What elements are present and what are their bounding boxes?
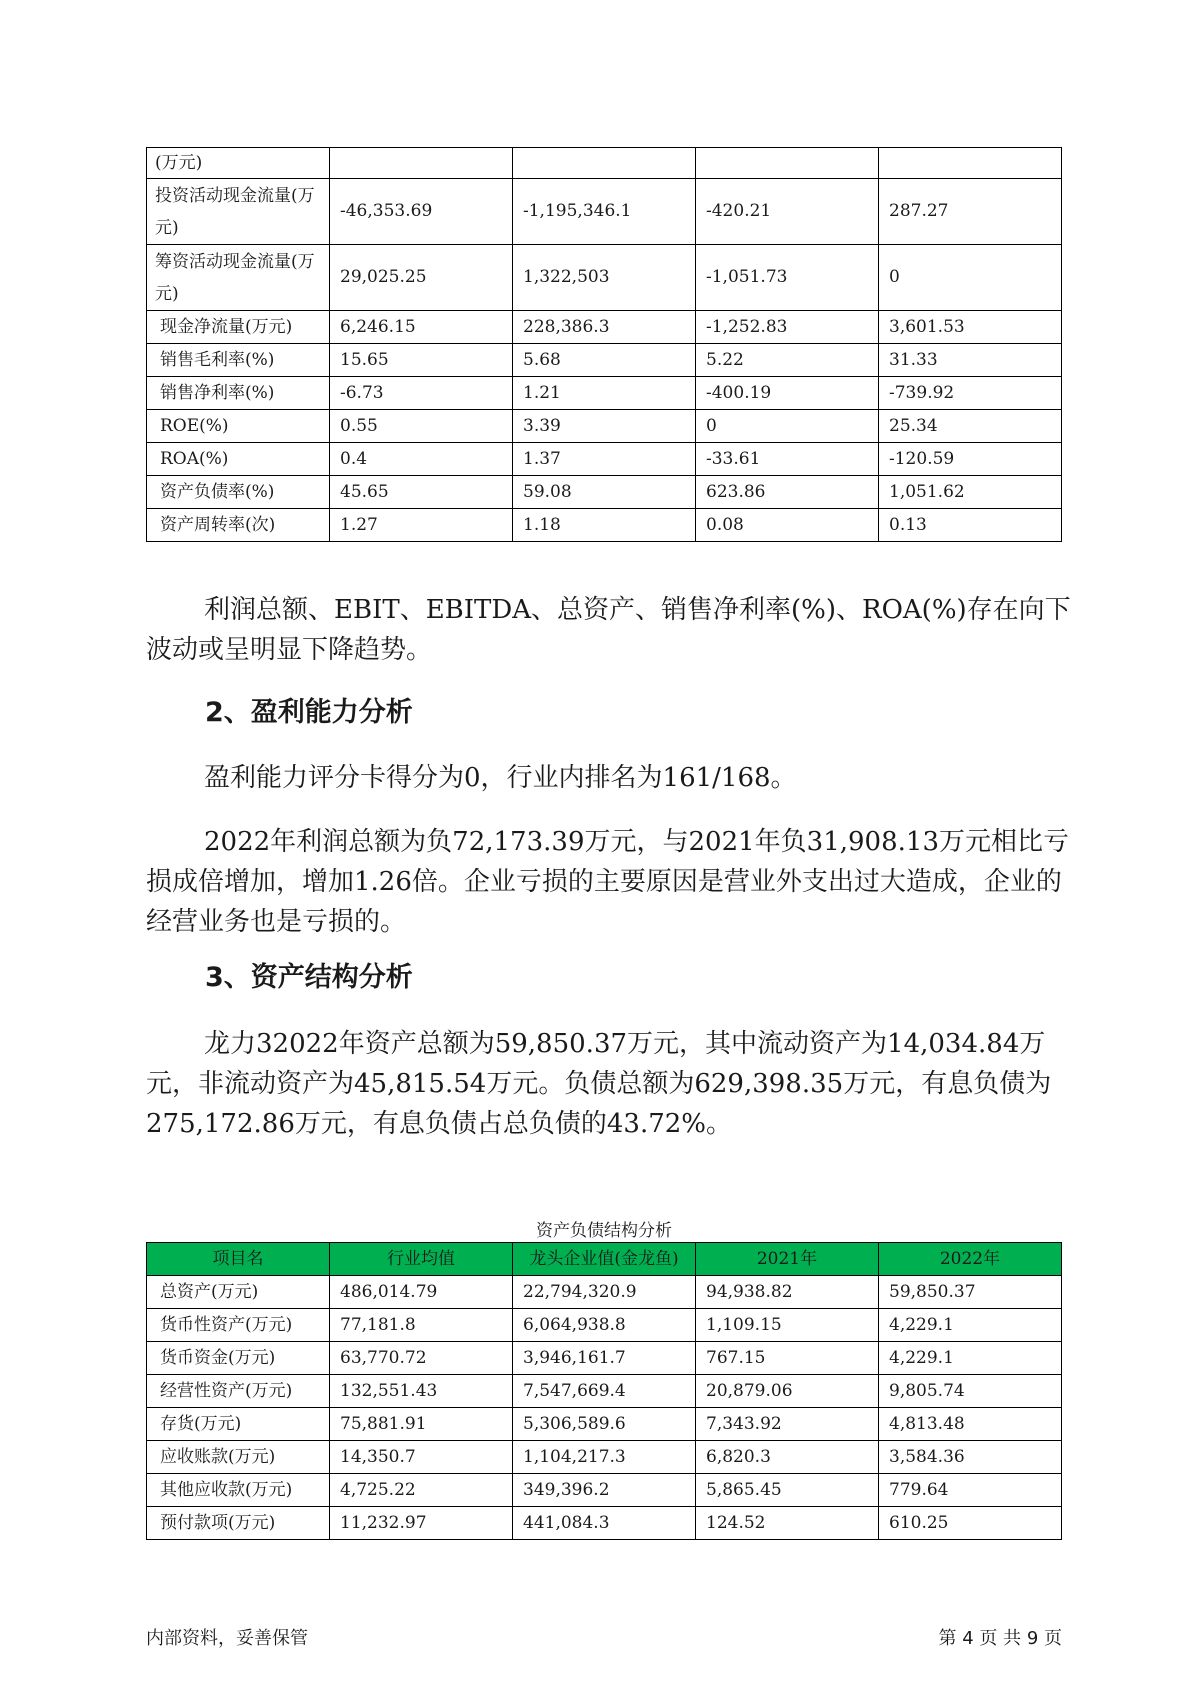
cell: -1,252.83: [696, 311, 879, 344]
cell: -739.92: [879, 377, 1062, 410]
row-label: 资产负债率(%): [147, 476, 330, 509]
cell: 1.37: [513, 443, 696, 476]
row-label: 其他应收款(万元): [147, 1474, 330, 1507]
cell: 1,104,217.3: [513, 1441, 696, 1474]
cell: 5.22: [696, 344, 879, 377]
cell: 1.21: [513, 377, 696, 410]
table-row: [147, 1474, 1062, 1507]
table-caption: 资产负债结构分析: [536, 1221, 672, 1241]
table-row: [147, 148, 1062, 179]
footer-confidential-note: 内部资料，妥善保管: [146, 1628, 308, 1649]
cell: -46,353.69: [330, 179, 513, 245]
table-row: [147, 476, 1062, 509]
profitability-score-paragraph: 盈利能力评分卡得分为0，行业内排名为161/168。: [204, 763, 797, 793]
cell: 9,805.74: [879, 1375, 1062, 1408]
column-header: 2022年: [879, 1243, 1062, 1276]
footer-page-number: 第 4 页 共 9 页: [938, 1628, 1062, 1649]
table-row: [147, 377, 1062, 410]
cell: 22,794,320.9: [513, 1276, 696, 1309]
cell: 6,246.15: [330, 311, 513, 344]
cell: 0: [696, 410, 879, 443]
row-label: ROA(%): [147, 443, 330, 476]
cell: 610.25: [879, 1507, 1062, 1540]
row-label: 销售毛利率(%): [147, 344, 330, 377]
table-row: [147, 410, 1062, 443]
cell: 7,343.92: [696, 1408, 879, 1441]
cell: 45.65: [330, 476, 513, 509]
cell: 4,813.48: [879, 1408, 1062, 1441]
cell: 132,551.43: [330, 1375, 513, 1408]
row-label: 现金净流量(万元): [147, 311, 330, 344]
profitability-detail-paragraph: 2022年利润总额为负72,173.39万元，与2021年负31,908.13万元相比亏损成倍增加，增加1.26倍。企业亏损的主要原因是营业外支出过大造成，企业的经营业务也是亏损的。: [146, 827, 1069, 937]
row-label: 货币性资产(万元): [147, 1309, 330, 1342]
table-row: [147, 1309, 1062, 1342]
table-header-row: [147, 1243, 1062, 1276]
financial-indicators-table: [146, 147, 1062, 542]
cell: -6.73: [330, 377, 513, 410]
table-row: [147, 311, 1062, 344]
cell: 1.27: [330, 509, 513, 542]
cell: 59.08: [513, 476, 696, 509]
table-row: [147, 179, 1062, 245]
row-label: 资产周转率(次): [147, 509, 330, 542]
asset-structure-paragraph: 龙力32022年资产总额为59,850.37万元，其中流动资产为14,034.84万元，非流动资产为45,815.54万元。负债总额为629,398.35万元，有息负债为275,172.86万元，有息负债占总负债的43.72%。: [146, 1029, 1052, 1139]
cell: 5,306,589.6: [513, 1408, 696, 1441]
column-header: 2021年: [696, 1243, 879, 1276]
cell: 31.33: [879, 344, 1062, 377]
column-header: 龙头企业值(金龙鱼): [513, 1243, 696, 1276]
cell: -400.19: [696, 377, 879, 410]
section-heading-asset-structure: 3、资产结构分析: [205, 962, 413, 993]
row-label: 销售净利率(%): [147, 377, 330, 410]
cell: 1,322,503: [513, 245, 696, 311]
table-row: [147, 344, 1062, 377]
cell: 29,025.25: [330, 245, 513, 311]
cell: 4,725.22: [330, 1474, 513, 1507]
cell: 4,229.1: [879, 1309, 1062, 1342]
row-label: 投资活动现金流量(万元): [147, 179, 330, 245]
cell: 779.64: [879, 1474, 1062, 1507]
table-row: [147, 1408, 1062, 1441]
cell: 1.18: [513, 509, 696, 542]
cell: 3,946,161.7: [513, 1342, 696, 1375]
cell: -1,051.73: [696, 245, 879, 311]
section-heading-profitability: 2、盈利能力分析: [205, 697, 413, 728]
cell: 11,232.97: [330, 1507, 513, 1540]
cell: 0.55: [330, 410, 513, 443]
cell: 6,064,938.8: [513, 1309, 696, 1342]
row-label: ROE(%): [147, 410, 330, 443]
cell: [696, 148, 879, 179]
cell: 1,109.15: [696, 1309, 879, 1342]
cell: 25.34: [879, 410, 1062, 443]
cell: [513, 148, 696, 179]
table-row: [147, 1507, 1062, 1540]
cell: 94,938.82: [696, 1276, 879, 1309]
table-row: [147, 1375, 1062, 1408]
table-row: [147, 443, 1062, 476]
cell: 3.39: [513, 410, 696, 443]
table-row: [147, 509, 1062, 542]
column-header: 项目名: [147, 1243, 330, 1276]
cell: 75,881.91: [330, 1408, 513, 1441]
cell: 3,584.36: [879, 1441, 1062, 1474]
column-header: 行业均值: [330, 1243, 513, 1276]
cell: 767.15: [696, 1342, 879, 1375]
table-row: [147, 245, 1062, 311]
summary-paragraph: 利润总额、EBIT、EBITDA、总资产、销售净利率(%)、ROA(%)存在向下波动或呈明显下降趋势。: [146, 595, 1071, 665]
cell: 15.65: [330, 344, 513, 377]
table-row: [147, 1441, 1062, 1474]
row-label: 预付款项(万元): [147, 1507, 330, 1540]
cell: 7,547,669.4: [513, 1375, 696, 1408]
cell: 77,181.8: [330, 1309, 513, 1342]
cell: 441,084.3: [513, 1507, 696, 1540]
cell: 4,229.1: [879, 1342, 1062, 1375]
row-label: 货币资金(万元): [147, 1342, 330, 1375]
row-label: 总资产(万元): [147, 1276, 330, 1309]
table-row: [147, 1342, 1062, 1375]
cell: 5.68: [513, 344, 696, 377]
cell: 0.13: [879, 509, 1062, 542]
cell: 6,820.3: [696, 1441, 879, 1474]
cell: 287.27: [879, 179, 1062, 245]
cell: -1,195,346.1: [513, 179, 696, 245]
cell: 0: [879, 245, 1062, 311]
asset-liability-structure-table: [146, 1242, 1062, 1540]
row-label: 应收账款(万元): [147, 1441, 330, 1474]
cell: -120.59: [879, 443, 1062, 476]
cell: 0.4: [330, 443, 513, 476]
row-label: 经营性资产(万元): [147, 1375, 330, 1408]
cell: 3,601.53: [879, 311, 1062, 344]
cell: 63,770.72: [330, 1342, 513, 1375]
cell: 0.08: [696, 509, 879, 542]
cell: [879, 148, 1062, 179]
cell: 14,350.7: [330, 1441, 513, 1474]
cell: 5,865.45: [696, 1474, 879, 1507]
cell: 228,386.3: [513, 311, 696, 344]
cell: 623.86: [696, 476, 879, 509]
cell: 1,051.62: [879, 476, 1062, 509]
cell: 349,396.2: [513, 1474, 696, 1507]
row-label: (万元): [147, 148, 330, 179]
cell: 59,850.37: [879, 1276, 1062, 1309]
cell: -33.61: [696, 443, 879, 476]
cell: 486,014.79: [330, 1276, 513, 1309]
cell: 124.52: [696, 1507, 879, 1540]
cell: 20,879.06: [696, 1375, 879, 1408]
cell: [330, 148, 513, 179]
row-label: 存货(万元): [147, 1408, 330, 1441]
row-label: 筹资活动现金流量(万元): [147, 245, 330, 311]
table-row: [147, 1276, 1062, 1309]
cell: -420.21: [696, 179, 879, 245]
